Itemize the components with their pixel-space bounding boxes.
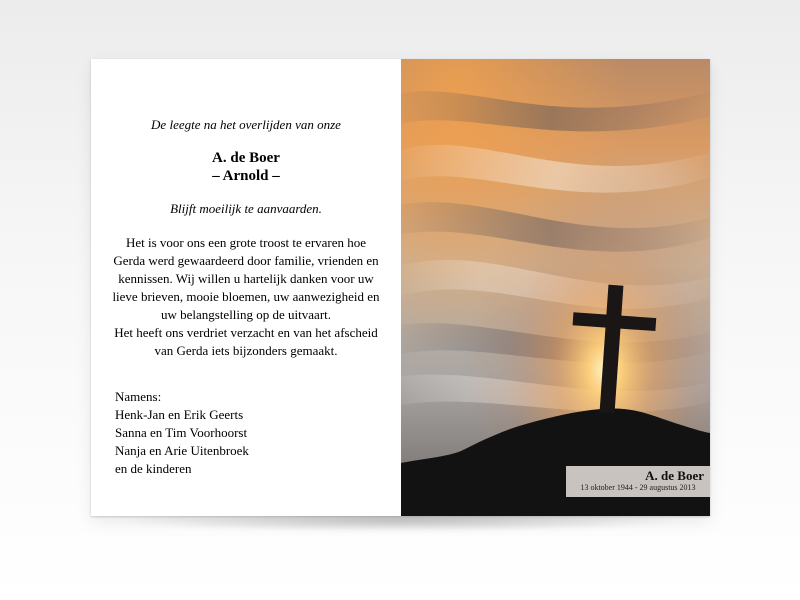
deceased-name: A. de Boer <box>212 150 280 166</box>
message-line: van Gerda iets bijzonders gemaakt. <box>154 343 338 358</box>
signature-line: Nanja en Arie Uitenbroek <box>115 443 249 458</box>
message-line: Het heeft ons verdriet verzacht en van het afscheid <box>114 325 378 340</box>
deceased-name-block <box>91 149 401 185</box>
plate-dates: 13 oktober 1944 - 29 augustus 2013 <box>580 483 696 492</box>
signature-line: Henk-Jan en Erik Geerts <box>115 407 244 422</box>
subline-text: Blijft moeilijk te aanvaarden. <box>170 201 322 216</box>
cross-on-hill-sunset-photo <box>401 59 710 516</box>
card-left-page <box>91 59 401 516</box>
deceased-nickname: – Arnold – <box>212 168 280 184</box>
signature-line: en de kinderen <box>115 461 192 476</box>
message-line: Het is voor ons een grote troost te ervaren hoe <box>125 235 367 250</box>
thank-you-message <box>107 234 385 360</box>
signature-line: Namens: <box>115 389 162 404</box>
signature-line: Sanna en Tim Voorhoorst <box>115 425 248 440</box>
memorial-card <box>91 59 710 516</box>
intro-text: De leegte na het overlijden van onze <box>151 117 341 132</box>
plate-name: A. de Boer <box>645 468 704 483</box>
message-line: uw belangstelling op de uitvaart. <box>160 307 332 322</box>
message-line: Gerda werd gewaardeerd door familie, vrienden en <box>113 253 379 268</box>
signatures-list <box>115 388 249 478</box>
message-line: kennissen. Wij willen u hartelijk danken voor uw <box>118 271 374 286</box>
name-plate <box>566 466 710 497</box>
message-line: lieve brieven, mooie bloemen, uw aanwezigheid en <box>112 289 380 304</box>
card-right-page <box>401 59 710 516</box>
